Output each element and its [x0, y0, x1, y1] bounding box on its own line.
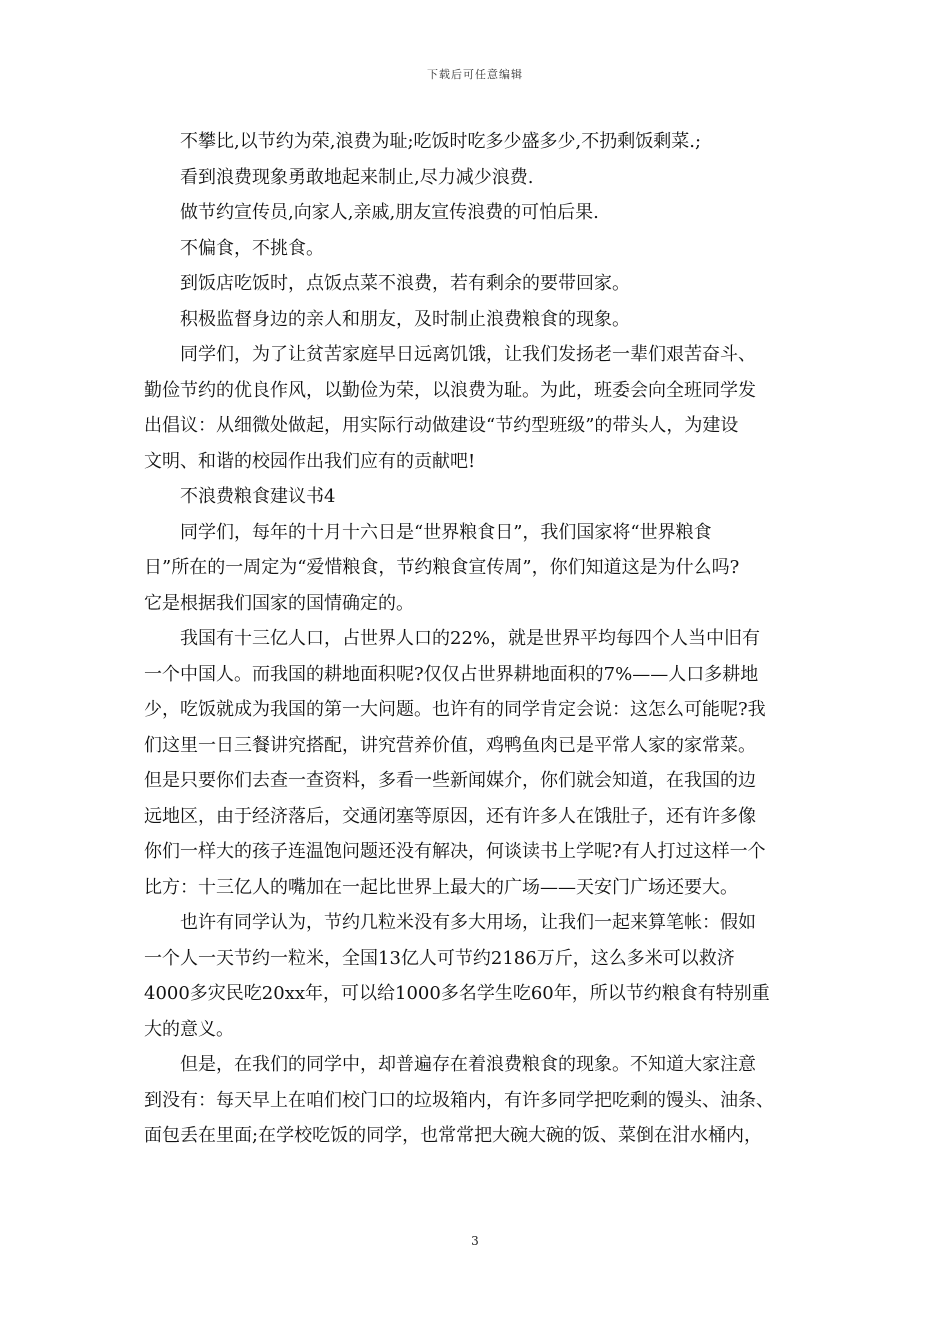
text-line: 同学们，为了让贫苦家庭早日远离饥饿，让我们发扬老一辈们艰苦奋斗、 [180, 344, 756, 365]
text-line: 到饭店吃饭时，点饭点菜不浪费，若有剩余的要带回家。 [180, 273, 630, 294]
text-line: 它是根据我们国家的国情确定的。 [144, 592, 414, 614]
section-heading: 不浪费粮食建议书4 [180, 486, 336, 507]
text-line: 但是，在我们的同学中，却普遍存在着浪费粮食的现象。不知道大家注意 [180, 1054, 756, 1075]
text-line: 一个人一天节约一粒米，全国13亿人可节约2186万斤，这么多米可以救济 [144, 947, 735, 969]
text-line: 4000多灾民吃20xx年，可以给1000多名学生吃60年，所以节约粮食有特别重 [144, 983, 770, 1004]
text-line: 不偏食，不挑食。 [180, 237, 324, 259]
text-line: 你们一样大的孩子连温饱问题还没有解决，何谈读书上学呢?有人打过这样一个 [144, 841, 766, 862]
text-line: 积极监督身边的亲人和朋友，及时制止浪费粮食的现象。 [180, 308, 630, 330]
text-line: 比方：十三亿人的嘴加在一起比世界上最大的广场——天安门广场还要大。 [144, 876, 738, 898]
page-number: 3 [471, 1234, 479, 1248]
text-line: 面包丢在里面;在学校吃饭的同学，也常常把大碗大碗的饭、菜倒在泔水桶内， [144, 1125, 763, 1146]
text-line: 少，吃饭就成为我国的第一大问题。也许有的同学肯定会说：这怎么可能呢?我 [144, 699, 766, 720]
text-line: 勤俭节约的优良作风，以勤俭为荣，以浪费为耻。为此，班委会向全班同学发 [144, 379, 756, 401]
text-line: 看到浪费现象勇敢地起来制止,尽力减少浪费. [180, 166, 534, 188]
text-line: 大的意义。 [144, 1018, 234, 1040]
document-body [144, 124, 812, 1154]
text-line: 也许有同学认为，节约几粒米没有多大用场，让我们一起来算笔帐：假如 [180, 912, 756, 933]
page-header: 下载后可任意编辑 [427, 68, 523, 81]
text-line: 一个中国人。而我国的耕地面积呢?仅仅占世界耕地面积的7%——人口多耕地 [144, 663, 759, 685]
text-line: 文明、和谐的校园作出我们应有的贡献吧! [144, 450, 476, 472]
text-line: 远地区，由于经济落后，交通闭塞等原因，还有许多人在饿肚子，还有许多像 [144, 805, 756, 827]
text-line: 不攀比,以节约为荣,浪费为耻;吃饭时吃多少盛多少,不扔剩饭剩菜.; [180, 131, 702, 152]
text-line: 我国有十三亿人口，占世界人口的22%，就是世界平均每四个人当中旧有 [180, 628, 761, 649]
text-line: 日”所在的一周定为“爱惜粮食，节约粮食宣传周”，你们知道这是为什么吗? [144, 557, 740, 578]
text-line: 做节约宣传员,向家人,亲戚,朋友宣传浪费的可怕后果. [180, 202, 599, 223]
text-line: 同学们，每年的十月十六日是“世界粮食日”，我们国家将“世界粮食 [180, 521, 712, 543]
text-line: 们这里一日三餐讲究搭配，讲究营养价值，鸡鸭鱼肉已是平常人家的家常菜。 [144, 734, 756, 756]
text-line: 但是只要你们去查一查资料，多看一些新闻媒介，你们就会知道，在我国的边 [144, 770, 756, 791]
text-line: 到没有：每天早上在咱们校门口的垃圾箱内，有许多同学把吃剩的馒头、油条、 [144, 1089, 774, 1111]
text-line: 出倡议：从细微处做起，用实际行动做建设“节约型班级”的带头人，为建设 [144, 415, 739, 436]
